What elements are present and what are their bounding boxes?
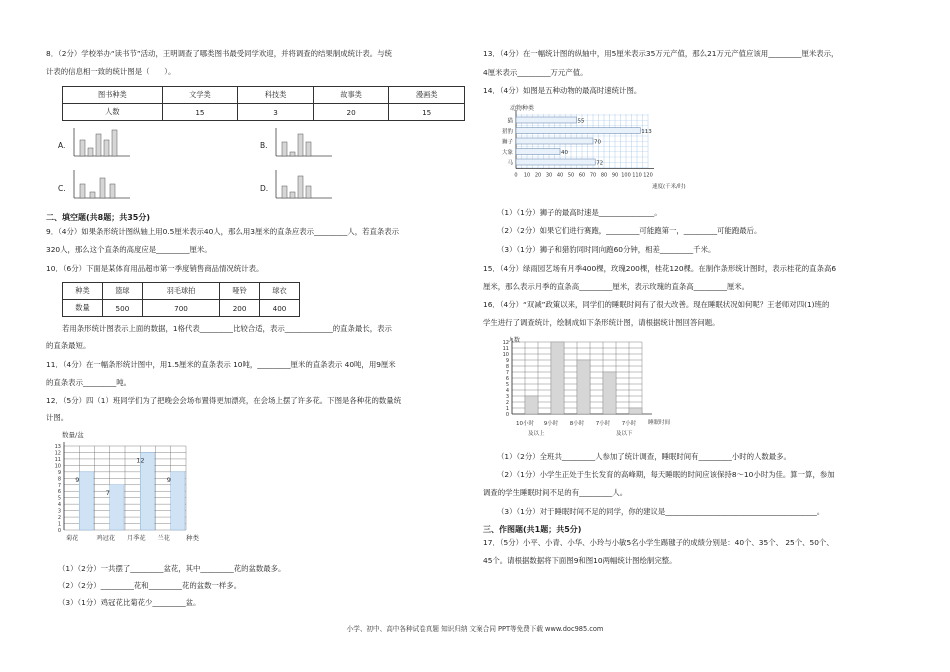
chart16-category-label: 7小时 [621,421,637,427]
q10-line2: 若用条形统计图表示上面的数据，1格代表_________比较合适，表示_____________的直条最长，表示 [62,324,392,333]
q10-header-1: 篮球 [102,283,142,300]
q10-cell-3: 200 [220,300,260,317]
q10-header-2: 羽毛球拍 [142,283,219,300]
chart14-xtick: 40 [556,172,564,179]
chart14-xtick: 10 [523,172,531,179]
chart12-category-label: 兰花 [157,535,170,542]
chart16-bar [629,408,642,414]
chart14-xtick: 120 [643,172,653,179]
chart12-ytick: 5 [57,495,61,502]
chart16-category-label: 8小时 [569,421,585,427]
q16-line2: 学生进行了调查统计，绘制成如下条形统计图，请根据统计图回答问题。 [483,318,720,327]
chart16-ytick: 7 [505,370,509,376]
chart14-xtick: 100 [621,172,631,179]
q16-line1: 16．（4分）“双减”政策以来，同学们的睡眠时间有了很大改善。现在睡眠状况如何呢？王老师对四(1)班的 [483,300,830,309]
q8-option-a-chart [72,126,132,158]
chart12-xlabel: 种类 [186,534,199,542]
q10-cell-0: 数量 [63,300,103,317]
q10-header-4: 球衣 [260,283,300,300]
q10-line1: 10．（6分）下面是某体育用品超市第一季度销售商品情况统计表。 [46,264,264,273]
q10-header-3: 哑铃 [220,283,260,300]
chart14-xlabel: 速度(千米/时) [652,184,686,190]
chart16-ytick: 10 [502,352,509,358]
q16-sub2b: 调查的学生睡眠时间不足的有_________人。 [483,488,628,497]
section-3-title: 三、作图题(共1题；共5分) [483,525,582,534]
q8-line2: 计表的信息相一致的统计图是（ ）。 [46,67,176,76]
chart14-xtick: 0 [514,172,518,179]
q8-header-1: 文学类 [162,87,238,104]
chart16-ytick: 4 [505,388,509,394]
chart14-category-label: 猎豹 [501,129,513,135]
q10-cell-1: 500 [102,300,142,317]
chart14-category-label: 猫 [507,118,513,125]
chart12-category-label: 菊花 [66,535,79,542]
chart14-category-label: 狮子 [501,139,513,146]
chart16-category-label: 7小时 [595,421,611,427]
chart14-xtick: 90 [611,172,619,179]
chart12-ytick: 6 [57,489,61,496]
q14-sub2: （2）（2分）如果它们进行赛跑，_________可能跑第一，_________可能跑最后。 [497,226,762,235]
q8-option-c-chart [72,168,132,200]
chart14-data-label: 40 [561,150,568,156]
q8-table [62,86,465,121]
chart12-ytick: 3 [57,508,61,515]
q15-line1: 15．（4分）绿雨园艺场有月季400棵，玫瑰200棵，桂花120棵。在制作条形统计图时，表示桂花的直条高6 [483,264,837,273]
chart12-data-label: 9 [75,475,80,484]
q16-sub1: （1）（2分）全班共_________人参加了统计调查，睡眠时间有_________小时的人数最多。 [497,452,791,461]
q9-line1: 9．（4分）如果条形统计图纵轴上用0.5厘米表示40人，那么用3厘米的直条应表示_________人，若直条表示 [46,227,400,236]
q8-option-d[interactable]: D. [260,184,269,193]
q14-sub1: （1）（1分）狮子的最高时速是_______________。 [497,208,662,217]
chart14-bar [516,159,595,165]
animal-speed-chart [490,102,710,194]
chart12-ytick: 9 [57,469,61,476]
q12-sub2: （2）（2分）_________花和_________花的盆数一样多。 [58,581,242,590]
flower-bar-chart [46,428,206,546]
chart16-bar [525,396,538,414]
q8-option-a[interactable]: A. [58,141,66,150]
q13-line2: 4厘米表示_________万元产值。 [483,68,588,77]
chart14-data-label: 70 [594,139,601,146]
chart14-xtick: 50 [567,172,575,179]
chart12-ytick: 13 [54,444,61,450]
q8-cell-3: 20 [313,104,389,121]
chart12-ytick: 8 [57,476,61,483]
chart12-ylabel: 数量/盆 [62,431,84,439]
chart16-ytick: 11 [502,346,509,352]
chart14-xtick: 70 [589,172,597,179]
chart16-ytick: 3 [505,394,509,400]
chart16-bar [551,342,564,414]
chart12-data-label: 9 [166,475,171,484]
chart16-category-label: 10小时 [516,421,534,427]
chart14-xtick: 60 [578,172,586,179]
q14-sub3: （3）（1分）狮子和猎豹同时同向跑60分钟，相差_________千米。 [497,245,716,254]
chart14-category-label: 大象 [501,150,513,156]
chart14-xtick: 110 [632,172,642,179]
q13-line1: 13．（4分）在一幅统计图的纵轴中，用5厘米表示35万元产值，那么21万元产值应该用_________厘米表示， [483,49,839,58]
q10-cell-2: 700 [142,300,219,317]
chart16-ytick: 8 [505,364,509,370]
q15-line2: 厘米，那么表示月季的直条高_________厘米，表示玫瑰的直条高_________厘米。 [483,282,750,291]
chart14-data-label: 72 [596,160,604,167]
chart16-bar [577,360,590,414]
chart12-ytick: 2 [57,515,61,522]
chart14-xtick: 30 [545,172,553,179]
chart16-ytick: 0 [505,412,509,418]
chart16-ytick: 5 [505,382,509,388]
chart14-xtick: 20 [534,172,542,179]
q9-line2: 320人，那么这个直条的高度应是_________厘米。 [46,245,212,254]
q12-sub3: （3）（1分）鸡冠花比菊花少_________盆。 [58,598,201,607]
q14-line1: 14．（4分）如图是五种动物的最高时速统计图。 [483,86,642,95]
q11-line1: 11．（4分）在一幅条形统计图中，用1.5厘米的直条表示 10吨，_________厘米的直条表示 40吨，用9厘米 [46,360,396,369]
sleep-time-chart [490,334,690,440]
chart16-ylabel: 人数 [508,337,521,344]
chart16-ytick: 6 [505,376,509,382]
chart16-bar [603,372,616,414]
chart14-data-label: 113 [641,129,652,135]
q8-header-2: 科技类 [238,87,314,104]
section-2-title: 二、填空题(共8题；共35分) [46,213,151,222]
chart12-bar [171,472,185,530]
q10-cell-4: 400 [260,300,300,317]
chart14-bar [516,128,640,134]
chart12-data-label: 7 [105,488,110,497]
q8-cell-2: 3 [238,104,314,121]
chart12-bar [79,472,93,530]
chart16-category-label: 9小时 [543,421,559,427]
chart12-ytick: 10 [54,463,61,470]
q10-line3: 的直条最短。 [46,341,91,350]
chart16-sublabel-0: 及以上 [528,431,545,437]
q8-line1: 8．（2分）学校举办“读书节”活动，王明调查了哪类图书最受同学欢迎，并将调查的结果制成统计表。与统 [46,49,392,58]
chart12-category-label: 鸡冠花 [96,535,116,542]
q8-option-b-chart [274,126,334,158]
q12-line1: 12．（5分）四（1）班同学们为了把晚会会场布置得更加漂亮，在会场上摆了许多花。下图是各种花的数量统 [46,396,402,405]
q11-line2: 的直条表示_________吨。 [46,378,131,387]
q8-header-0: 图书种类 [63,87,163,104]
chart12-ytick: 4 [57,502,61,509]
chart12-ytick: 12 [54,450,61,457]
chart16-xlabel: 睡眠时间 [648,420,671,426]
q8-header-4: 漫画类 [389,87,465,104]
chart16-ytick: 1 [505,406,509,412]
chart14-data-label: 55 [577,118,585,125]
chart16-ytick: 12 [502,340,509,346]
q8-cell-4: 15 [389,104,465,121]
q8-cell-1: 15 [162,104,238,121]
q16-sub2: （2）（1分）小学生正处于生长发育的高峰期，每天睡眠的时间应该保持8～10小时为佳。算一算，参加 [497,470,835,479]
chart16-sublabel-1: 及以下 [616,431,633,437]
chart14-xtick: 80 [600,172,608,179]
chart14-category-label: 马 [507,160,513,167]
q8-option-d-chart [274,168,334,200]
q17-line2: 45个。请根据数据将下面图9和图10两幅统计图绘制完整。 [483,556,677,565]
chart14-bar [516,138,593,144]
chart12-ytick: 1 [57,521,61,528]
chart16-ytick: 9 [505,358,509,364]
chart12-category-label: 月季花 [127,535,146,542]
chart14-bar [516,117,577,123]
q12-sub1: （1）（2分）一共摆了_________盆花，其中_________花的盆数最多。 [58,564,286,573]
page-footer: 小学、初中、高中各种试卷真题 知识归纳 文案合同 PPT等免费下载 www.doc985.com [346,625,604,633]
chart12-data-label: 12 [136,456,145,465]
q8-cell-0: 人数 [63,104,163,121]
chart12-bar [110,485,124,530]
q16-sub3: （3）（1分）对于睡眠时间不足的同学，你的建议是_________________________________________。 [497,507,825,516]
chart12-ytick: 11 [54,456,61,463]
chart14-ylabel: 动物种类 [510,105,535,112]
q12-line2: 计图。 [46,413,69,422]
q8-option-b[interactable]: B. [260,141,268,150]
q8-header-3: 故事类 [313,87,389,104]
q17-line1: 17．（5分）小平、小青、小华、小玲与小敏5名小学生踢毽子的成绩分别是：40个、35个、 25个、50个、 [483,538,834,547]
chart16-ytick: 2 [505,400,509,406]
q10-table [62,282,300,317]
q10-header-0: 种类 [63,283,103,300]
chart14-bar [516,149,560,155]
chart12-ytick: 0 [57,528,61,534]
q8-option-c[interactable]: C. [58,184,66,193]
chart12-ytick: 7 [57,482,61,489]
